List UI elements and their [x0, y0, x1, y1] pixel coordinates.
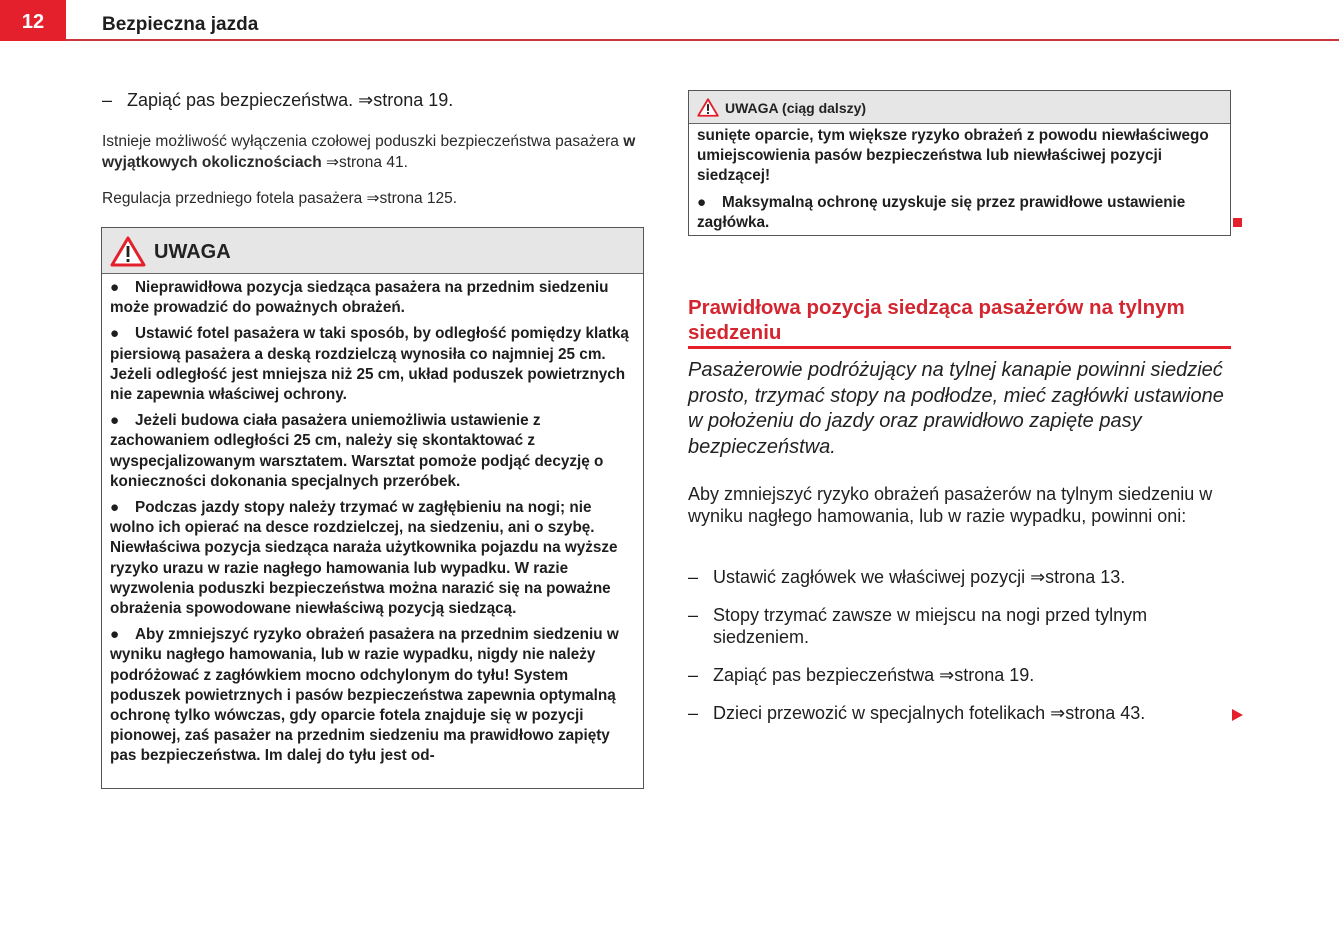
- warning-triangle-icon: [110, 236, 146, 267]
- bullet-icon: ●: [110, 626, 120, 644]
- dash-bullet: –: [688, 605, 699, 625]
- warning-triangle-icon: [697, 98, 719, 117]
- section-heading-rule: [688, 346, 1231, 349]
- page-number-box: [0, 0, 66, 41]
- warning-item: [110, 411, 637, 492]
- chapter-title: Bezpieczna jazda: [102, 14, 259, 35]
- page-reference-link[interactable]: ⇒strona 41.: [321, 154, 408, 171]
- warning-continued-header: [689, 91, 1230, 124]
- warning-item-text: Jeżeli budowa ciała pasażera uniemożliwia ustawienie z zachowaniem odległości 25 cm, należy się skontaktować z wyspecjalizowanym warsztatem. Warsztat pomoże podjąć decyzję o konieczności dokonania specjalnych przeróbek.: [110, 412, 604, 490]
- warning-item-text: Podczas jazdy stopy należy trzymać w zagłębieniu na nogi; nie wolno ich opierać na desce rozdzielczej, na siedzeniu, ani o szybę. Niewłaściwa pozycja siedząca naraża użytkownika pojazdu na wyższe ryzyko urazu w razie nagłego hamowania lub wypadku. W razie wyzwolenia poduszki bezpieczeństwa można narazić się na poważne obrażenia spowodowane niewłaściwą pozycją siedzącą.: [110, 499, 618, 618]
- warning-body: [102, 274, 643, 767]
- warning-box: [101, 227, 644, 789]
- continue-next-page-arrow-icon: [1232, 709, 1243, 721]
- dash-bullet: –: [688, 665, 699, 685]
- left-column: [102, 88, 647, 209]
- warning-header: [102, 228, 643, 274]
- paragraph-bold-text: w wyjątkowych okolicznościach: [102, 133, 636, 171]
- list-item-text: Ustawić zagłówek we właściwej pozycji ⇒strona 13.: [713, 567, 1126, 587]
- warning-item: [110, 625, 637, 766]
- warning-continued-title: UWAGA (ciąg dalszy): [725, 100, 867, 116]
- airbag-deactivation-paragraph: [102, 131, 642, 173]
- bullet-icon: ●: [110, 279, 120, 296]
- section-end-marker-icon: [1233, 218, 1242, 227]
- warning-item-text: Aby zmniejszyć ryzyko obrażeń pasażera na przednim siedzeniu w wyniku nagłego hamowania, lub w razie wypadku, nigdy nie należy podróżować z zagłówkiem mocno odchylonym do tyłu! System poduszek powietrznych i pasów bezpieczeństwa zapewnia optymalną ochronę tylko wówczas, gdy oparcie fotela znajduje się w pozycji pionowej, zaś pasażer na przednim siedzeniu ma prawidłowo zapięty pas bezpieczeństwa. Im dalej do tyłu jest od-: [110, 626, 619, 765]
- warning-title: UWAGA: [154, 241, 231, 263]
- warning-continuation-text: sunięte oparcie, tym większe ryzyko obrażeń z powodu niewłaściwego umiejscowienia pasów bezpieczeństwa lub niewłaściwej pozycji siedzącej!: [697, 127, 1209, 185]
- dash-bullet: –: [688, 703, 699, 723]
- dash-bullet: –: [688, 567, 699, 587]
- list-item: [688, 702, 1233, 724]
- section-intro: Pasażerowie podróżujący na tylnej kanapie powinni siedzieć prosto, trzymać stopy na podłodze, mieć zagłówki ustawione w położeniu do jazdy oraz prawidłowo zapięte pasy bezpieczeństwa.: [688, 359, 1224, 458]
- header-divider: [66, 39, 1339, 41]
- paragraph-text: Istnieje możliwość wyłączenia czołowej poduszki bezpieczeństwa pasażera: [102, 133, 624, 150]
- list-item-text: Zapiąć pas bezpieczeństwa ⇒strona 19.: [713, 665, 1035, 685]
- bullet-icon: ●: [110, 325, 120, 343]
- warning-item: [110, 324, 637, 405]
- list-item: [688, 566, 1233, 588]
- list-item-text: Dzieci przewozić w specjalnych fotelikach ⇒strona 43.: [713, 703, 1146, 723]
- seat-adjustment-paragraph: Regulacja przedniego fotela pasażera ⇒strona 125.: [102, 190, 458, 207]
- section-heading: Prawidłowa pozycja siedząca pasażerów na tylnym siedzeniu: [688, 296, 1185, 344]
- warning-item: [110, 278, 637, 318]
- list-item: [688, 664, 1233, 686]
- bullet-icon: ●: [110, 412, 120, 430]
- list-item-text: Zapiąć pas bezpieczeństwa. ⇒strona 19.: [127, 90, 454, 110]
- list-item: [102, 88, 647, 112]
- bullet-icon: ●: [110, 499, 120, 517]
- warning-continued-body: [689, 124, 1230, 233]
- warning-item-text: Ustawić fotel pasażera w taki sposób, by odległość pomiędzy klatką piersiową pasażera a deską rozdzielczą wynosiła co najmniej 25 cm. Jeżeli odległość jest mniejsza niż 25 cm, układ poduszek powietrznych nie zapewnia właściwej ochrony.: [110, 325, 629, 404]
- page-number: 12: [21, 11, 45, 33]
- warning-item: [697, 193, 1224, 233]
- bullet-icon: ●: [697, 193, 707, 211]
- list-item: [688, 604, 1233, 648]
- rear-passenger-instructions-list: [688, 566, 1233, 740]
- warning-item: [110, 498, 637, 619]
- dash-bullet: –: [102, 90, 113, 110]
- warning-item-text: Nieprawidłowa pozycja siedząca pasażera na przednim siedzeniu może prowadzić do poważnych obrażeń.: [110, 279, 609, 317]
- list-item-text: Stopy trzymać zawsze w miejscu na nogi przed tylnym siedzeniem.: [713, 605, 1148, 647]
- section-body-paragraph: Aby zmniejszyć ryzyko obrażeń pasażerów na tylnym siedzeniu w wyniku nagłego hamowania, lub w razie wypadku, powinni oni:: [688, 484, 1213, 526]
- warning-continued-box: [688, 90, 1231, 236]
- warning-item-text: Maksymalną ochronę uzyskuje się przez prawidłowe ustawienie zagłówka.: [697, 193, 1186, 231]
